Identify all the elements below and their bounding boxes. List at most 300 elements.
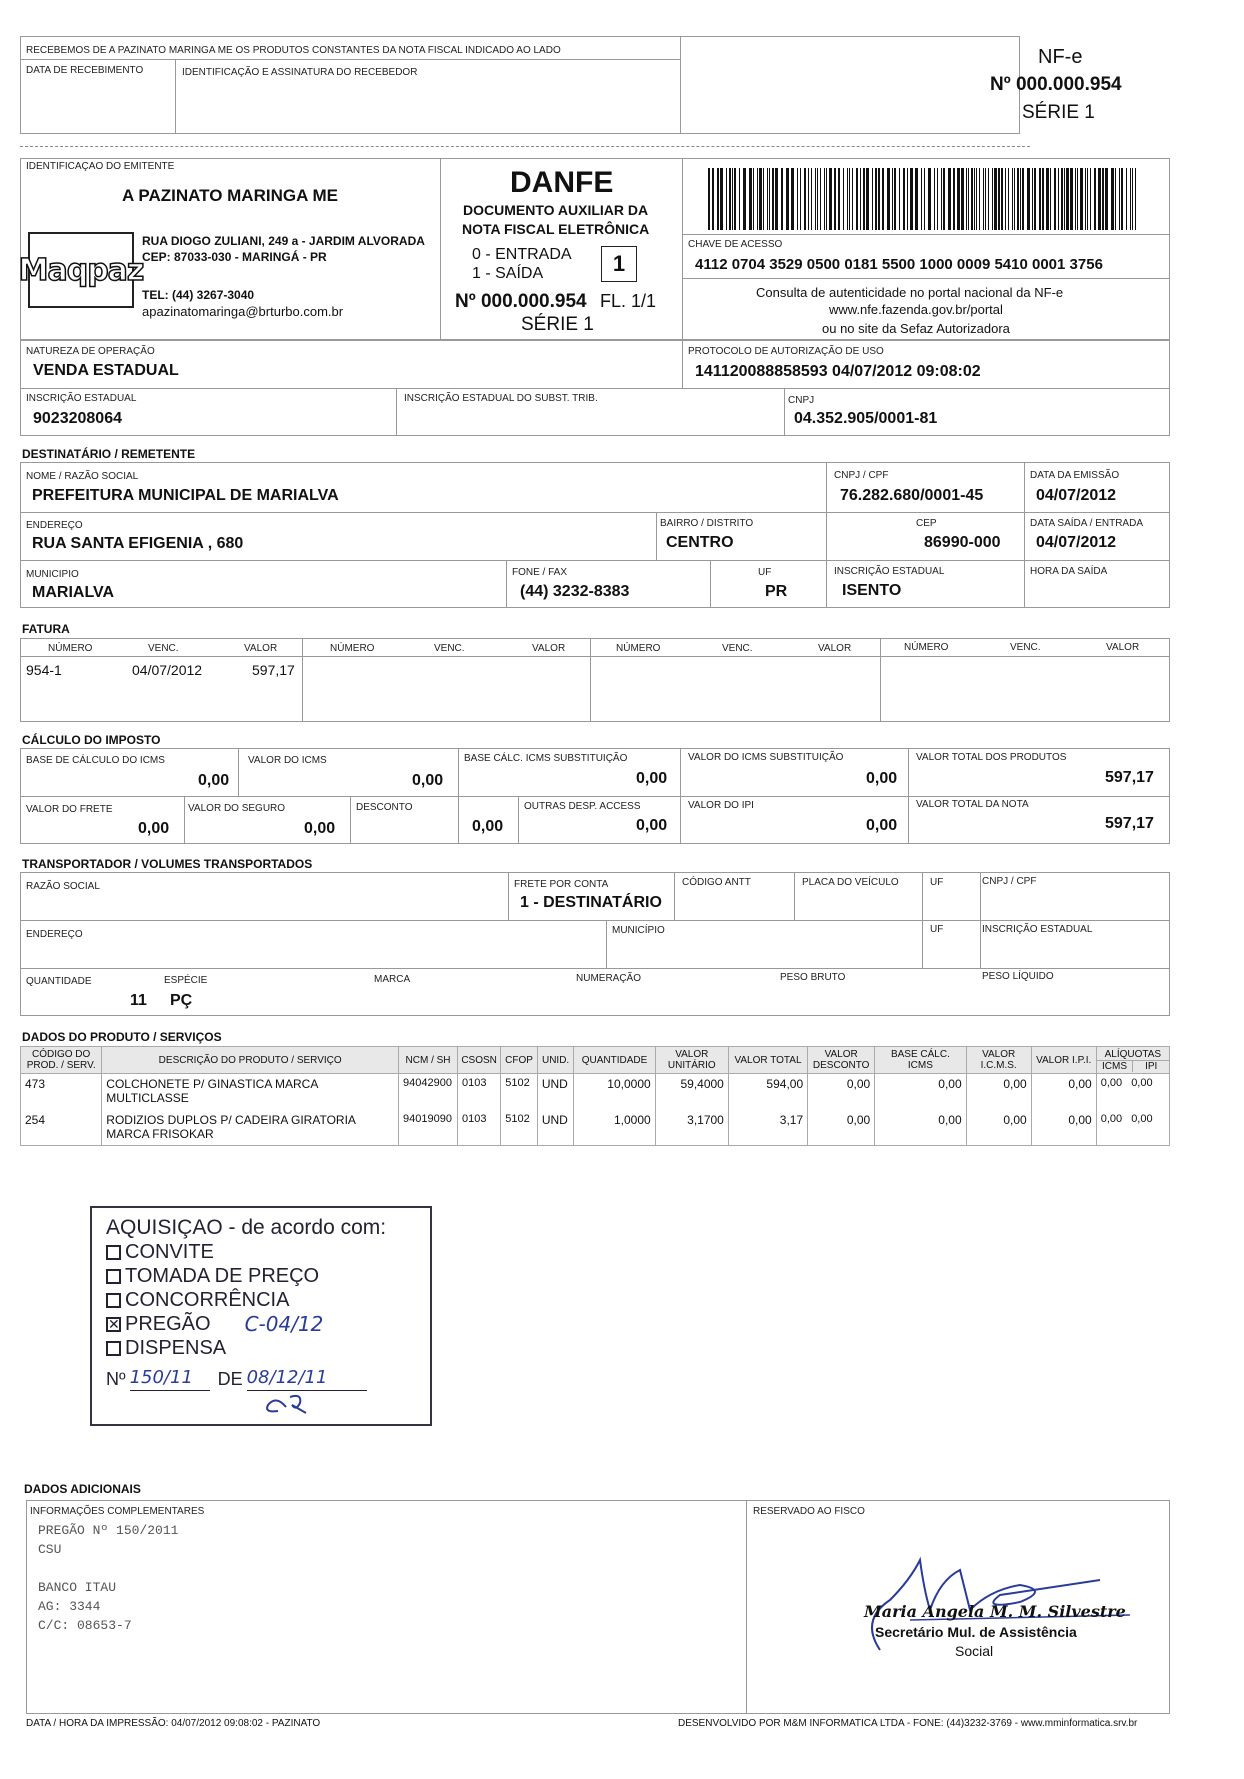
barcode-bar	[749, 168, 752, 230]
ipi-label: VALOR DO IPI	[688, 800, 754, 811]
invoice-venc: 04/07/2012	[132, 662, 203, 678]
base-icms-value: 0,00	[198, 772, 230, 789]
col-cfop: CFOP	[501, 1047, 538, 1074]
product-base: 0,00	[875, 1074, 966, 1110]
barcode-bar	[1008, 168, 1009, 230]
product-ipi: 0,00	[1031, 1110, 1096, 1146]
product-csosn: 0103	[457, 1074, 500, 1110]
stamp-title: AQUISIÇAO - de acordo com:	[106, 1216, 387, 1239]
barcode-bar	[1070, 168, 1073, 230]
barcode-bar	[863, 168, 865, 230]
transport-city-label: MUNICÍPIO	[612, 925, 665, 936]
signer-role: Secretário Mul. de Assistência	[875, 1624, 1077, 1640]
invoice-col-number: NÚMERO	[48, 643, 93, 654]
recipient-cep: 86990-000	[924, 534, 1001, 551]
aliquotas-label: ALÍQUOTAS	[1104, 1048, 1162, 1060]
barcode-bar	[1039, 168, 1041, 230]
col-csosn: CSOSN	[457, 1047, 500, 1074]
product-aliquotas	[1096, 1110, 1169, 1146]
stamp-pregao: PREGÃO	[125, 1313, 211, 1335]
gross-weight-label: PESO BRUTO	[780, 972, 846, 983]
barcode-bar	[1132, 168, 1133, 230]
species-label: ESPÉCIE	[164, 975, 208, 986]
col-qtd: QUANTIDADE	[574, 1047, 655, 1074]
product-aliq-icms: 0,00	[1100, 1077, 1123, 1089]
transport-ie-label: INSCRIÇÃO ESTADUAL	[982, 924, 1093, 935]
receipt-number: Nº 000.000.954	[990, 74, 1122, 95]
product-icms: 0,00	[966, 1074, 1031, 1110]
col-icms: VALOR I.C.M.S.	[966, 1047, 1031, 1074]
product-aliq-icms: 0,00	[1100, 1112, 1123, 1125]
stamp-de-label: DE	[217, 1368, 243, 1389]
ie-st-label: INSCRIÇÃO ESTADUAL DO SUBST. TRIB.	[404, 393, 598, 404]
products-section: DADOS DO PRODUTO / SERVIÇOS	[22, 1030, 222, 1044]
barcode-bar	[998, 168, 1000, 230]
transport-uf-label-2: UF	[930, 924, 944, 935]
recipient-name: PREFEITURA MUNICIPAL DE MARIALVA	[32, 487, 339, 504]
danfe-subtitle-2: NOTA FISCAL ELETRÔNICA	[462, 221, 650, 237]
barcode-bar	[1087, 168, 1088, 230]
col-unit: VALOR UNITÁRIO	[655, 1047, 728, 1074]
barcode-bar	[894, 168, 896, 230]
receipt-nfe-label: NF-e	[1038, 46, 1083, 68]
col-ncm: NCM / SH	[399, 1047, 458, 1074]
stamp-initials	[256, 1391, 336, 1417]
barcode-bar	[921, 168, 922, 230]
transport-uf-label: UF	[930, 877, 944, 888]
product-ncm: 94042900	[399, 1074, 458, 1110]
invoice-valor: 597,17	[252, 662, 295, 678]
species-value: PÇ	[170, 992, 193, 1009]
barcode-bar	[976, 168, 977, 230]
barcode-bar	[875, 168, 877, 230]
protocol-value: 141120088858593 04/07/2012 09:08:02	[695, 363, 981, 380]
invoice-col-number-3: NÚMERO	[616, 643, 661, 654]
danfe-series: SÉRIE 1	[521, 314, 594, 335]
exit-hour-label: HORA DA SAÍDA	[1030, 566, 1108, 577]
product-code: 254	[21, 1110, 102, 1146]
stamp-convite: CONVITE	[125, 1241, 214, 1263]
product-desc: COLCHONETE P/ GINASTICA MARCA MULTICLASSE	[102, 1074, 399, 1110]
recipient-cnpj-label: CNPJ / CPF	[834, 470, 889, 481]
receipt-text: RECEBEMOS DE A PAZINATO MARINGA ME OS PRODUTOS CONSTANTES DA NOTA FISCAL INDICADO AO LADO	[26, 45, 561, 56]
valor-st-value: 0,00	[866, 770, 898, 787]
ie-label: INSCRIÇÃO ESTADUAL	[26, 393, 137, 404]
ipi-value: 0,00	[866, 817, 898, 834]
barcode-bar	[1032, 168, 1033, 230]
product-ipi: 0,00	[1031, 1074, 1096, 1110]
signature-scribble	[820, 1540, 1140, 1660]
recipient-cnpj: 76.282.680/0001-45	[840, 487, 984, 504]
product-unid: UND	[537, 1110, 574, 1146]
other-expenses-value: 0,00	[636, 817, 668, 834]
emitter-phone: TEL: (44) 3267-3040	[142, 288, 255, 302]
product-icms: 0,00	[966, 1110, 1031, 1146]
barcode-bar	[717, 168, 719, 230]
barcode-bar	[928, 168, 931, 230]
freight-account-value: 1 - DESTINATÁRIO	[520, 894, 662, 911]
barcode-bar	[1001, 168, 1003, 230]
invoice-col-venc-2: VENC.	[434, 643, 465, 654]
col-total: VALOR TOTAL	[728, 1047, 807, 1074]
exit-date-label: DATA SAÍDA / ENTRADA	[1030, 518, 1143, 529]
barcode-bar	[1115, 168, 1116, 230]
recipient-phone-label: FONE / FAX	[512, 567, 568, 578]
barcode-bar	[1027, 168, 1030, 230]
total-invoice-value: 597,17	[1105, 815, 1154, 832]
barcode-bar	[804, 168, 806, 230]
barcode-bar	[1102, 168, 1104, 230]
col-desc: VALOR DESCONTO	[808, 1047, 875, 1074]
recipient-address-label: ENDEREÇO	[26, 520, 83, 531]
stamp-date-value: 08/12/11	[247, 1366, 367, 1391]
product-qtd: 1,0000	[574, 1110, 655, 1146]
numbering-label: NUMERAÇÃO	[576, 973, 642, 984]
barcode-bar	[767, 168, 768, 230]
danfe-type-box	[601, 246, 637, 282]
barcode-bar	[887, 168, 890, 230]
net-weight-label: PESO LÍQUIDO	[982, 971, 1054, 982]
barcode-bar	[860, 168, 861, 230]
valor-st-label: VALOR DO ICMS SUBSTITUIÇÃO	[688, 752, 844, 763]
barcode-bar	[786, 168, 789, 230]
barcode-bar	[994, 168, 997, 230]
danfe-title: DANFE	[510, 166, 614, 199]
freight-label: VALOR DO FRETE	[26, 804, 113, 815]
barcode-bar	[1042, 168, 1044, 230]
barcode-bar	[775, 168, 778, 230]
barcode-bar	[708, 168, 710, 230]
barcode-bar	[988, 168, 989, 230]
barcode-bar	[1094, 168, 1096, 230]
freight-account-label: FRETE POR CONTA	[514, 879, 609, 890]
emitter-name: A PAZINATO MARINGA ME	[122, 186, 338, 205]
table-row	[21, 1074, 1170, 1110]
checkbox-concorrencia	[106, 1293, 121, 1308]
barcode-bar	[781, 168, 783, 230]
barcode-bar	[1121, 168, 1123, 230]
barcode-bar	[1135, 168, 1136, 230]
transport-section: TRANSPORTADOR / VOLUMES TRANSPORTADOS	[22, 857, 313, 871]
barcode-bar	[817, 168, 818, 230]
brand-label: MARCA	[374, 974, 411, 985]
product-base: 0,00	[875, 1110, 966, 1146]
barcode-bar	[966, 168, 967, 230]
product-desc: RODIZIOS DUPLOS P/ CADEIRA GIRATORIA MARCA FRISOKAR	[102, 1110, 399, 1146]
barcode-bar	[829, 168, 832, 230]
barcode-bar	[915, 168, 918, 230]
transport-cnpj-label: CNPJ / CPF	[982, 876, 1037, 887]
stamp-no-value: 150/11	[130, 1366, 210, 1391]
product-cfop: 5102	[501, 1074, 538, 1110]
barcode-bar	[734, 168, 736, 230]
info-line-5: C/C: 08653-7	[38, 1618, 132, 1633]
danfe-page: FL. 1/1	[600, 291, 657, 311]
recipient-ie: ISENTO	[842, 582, 902, 599]
signer-name: Maria Angela M. M. Silvestre	[864, 1602, 1126, 1621]
emitter-cep: CEP: 87033-030 - MARINGÁ - PR	[142, 250, 327, 264]
barcode-bar	[1058, 168, 1059, 230]
barcode-bar	[1098, 168, 1101, 230]
barcode-bar	[907, 168, 908, 230]
stamp-tomada: TOMADA DE PREÇO	[125, 1265, 320, 1287]
additional-section: DADOS ADICIONAIS	[24, 1482, 141, 1496]
invoice-col-valor-3: VALOR	[818, 643, 852, 654]
district-label: BAIRRO / DISTRITO	[660, 518, 754, 529]
barcode-bar	[1061, 168, 1063, 230]
recipient-ie-label: INSCRIÇÃO ESTADUAL	[834, 566, 945, 577]
invoice-col-valor-4: VALOR	[1106, 642, 1140, 653]
base-st-value: 0,00	[636, 770, 668, 787]
consult-line-2: www.nfe.fazenda.gov.br/portal	[829, 302, 1003, 317]
product-code: 473	[21, 1074, 102, 1110]
product-unid: UND	[537, 1074, 574, 1110]
barcode-bar	[834, 168, 836, 230]
emitter-cnpj-label: CNPJ	[788, 395, 815, 406]
barcode-bar	[943, 168, 945, 230]
barcode-bar	[903, 168, 905, 230]
product-unit: 59,4000	[655, 1074, 728, 1110]
quantity-label: QUANTIDADE	[26, 976, 92, 987]
col-aliquotas	[1096, 1047, 1169, 1074]
barcode-bar	[1050, 168, 1051, 230]
invoice-col-valor: VALOR	[244, 643, 278, 654]
barcode-bar	[808, 168, 809, 230]
recipient-section: DESTINATÁRIO / REMETENTE	[22, 447, 196, 461]
product-aliq-ipi: 0,00	[1131, 1112, 1153, 1125]
danfe-type-value: 1	[612, 251, 626, 276]
barcode-bar	[739, 168, 740, 230]
barcode-bar	[763, 168, 764, 230]
barcode-bar	[753, 168, 754, 230]
barcode-bar	[948, 168, 951, 230]
barcode-bar	[971, 168, 973, 230]
invoice-col-number-4: NÚMERO	[904, 642, 949, 653]
emitter-address: RUA DIOGO ZULIANI, 249 a - JARDIM ALVORADA	[142, 234, 425, 248]
barcode-bar	[1085, 168, 1086, 230]
emission-value: 04/07/2012	[1036, 487, 1117, 504]
quantity-value: 11	[130, 992, 147, 1009]
barcode-bar	[743, 168, 746, 230]
barcode-bar	[815, 168, 816, 230]
print-time: DATA / HORA DA IMPRESSÃO: 04/07/2012 09:08:02 - PAZINATO	[26, 1718, 321, 1729]
barcode-bar	[961, 168, 964, 230]
table-row	[21, 1110, 1170, 1146]
emitter-section-label: IDENTIFICAÇAO DO EMITENTE	[26, 161, 175, 172]
product-discount: 0,00	[808, 1110, 875, 1146]
invoice-col-venc-4: VENC.	[1010, 642, 1041, 653]
stamp-dispensa: DISPENSA	[125, 1337, 227, 1359]
invoice-number: 954-1	[26, 662, 62, 678]
product-total: 594,00	[728, 1074, 807, 1110]
danfe-entrada: 0 - ENTRADA	[472, 246, 572, 263]
barcode-bar	[1130, 168, 1131, 230]
barcode-bar	[838, 168, 840, 230]
barcode-bar	[1012, 168, 1013, 230]
barcode-bar	[791, 168, 794, 230]
barcode-bar	[957, 168, 960, 230]
barcode-bar	[856, 168, 858, 230]
danfe-saida: 1 - SAÍDA	[472, 265, 544, 282]
stamp-handwritten-code: C-04/12	[244, 1312, 324, 1336]
transport-razao-label: RAZÃO SOCIAL	[26, 881, 100, 892]
barcode-bar	[992, 168, 993, 230]
barcode-bar	[826, 168, 827, 230]
other-expenses-label: OUTRAS DESP. ACCESS	[524, 801, 641, 812]
barcode-bar	[726, 168, 727, 230]
barcode-bar	[1046, 168, 1049, 230]
danfe-number: Nº 000.000.954	[455, 291, 587, 312]
insurance-value: 0,00	[304, 820, 336, 837]
signer-role-2: Social	[955, 1643, 994, 1659]
discount-value: 0,00	[472, 818, 504, 835]
barcode-bar	[974, 168, 975, 230]
products-table	[20, 1046, 1170, 1146]
access-key: 4112 0704 3529 0500 0181 5500 1000 0009 5410 0001 3756	[695, 256, 1103, 273]
barcode-bar	[849, 168, 850, 230]
aliq-icms-label: ICMS	[1097, 1061, 1134, 1072]
barcode-bar	[1014, 168, 1015, 230]
product-total: 3,17	[728, 1110, 807, 1146]
acquisition-stamp	[90, 1206, 432, 1426]
barcode-bar	[882, 168, 884, 230]
barcode-bar	[797, 168, 798, 230]
barcode-bar	[985, 168, 986, 230]
tax-section: CÁLCULO DO IMPOSTO	[22, 733, 161, 747]
stamp-concorrencia: CONCORRÊNCIA	[125, 1289, 290, 1311]
barcode-bar	[732, 168, 733, 230]
barcode-bar	[941, 168, 942, 230]
emission-label: DATA DA EMISSÃO	[1030, 470, 1120, 481]
barcode-bar	[800, 168, 801, 230]
barcode-bar	[729, 168, 731, 230]
recipient-uf-label: UF	[758, 567, 772, 578]
barcode-bar	[1005, 168, 1006, 230]
product-ncm: 94019090	[399, 1110, 458, 1146]
product-csosn: 0103	[457, 1110, 500, 1146]
barcode-bar	[824, 168, 825, 230]
barcode-bar	[1119, 168, 1120, 230]
developer-credit: DESENVOLVIDO POR M&M INFORMATICA LTDA - FONE: (44)3232-3769 - www.mminformatica.srv.br	[678, 1718, 1138, 1729]
barcode-bar	[1080, 168, 1083, 230]
product-aliq-ipi: 0,00	[1131, 1077, 1153, 1089]
col-base: BASE CÁLC. ICMS	[875, 1047, 966, 1074]
barcode-bar	[968, 168, 969, 230]
consult-line-3: ou no site da Sefaz Autorizadora	[822, 321, 1010, 336]
barcode-bar	[872, 168, 873, 230]
barcode-bar	[1064, 168, 1065, 230]
checkbox-tomada	[106, 1269, 121, 1284]
barcode-bar	[720, 168, 723, 230]
barcode-bar	[892, 168, 893, 230]
valor-icms-value: 0,00	[412, 772, 444, 789]
barcode-bar	[1077, 168, 1078, 230]
barcode-bar	[1075, 168, 1076, 230]
danfe-subtitle-1: DOCUMENTO AUXILIAR DA	[463, 202, 649, 218]
invoice-col-valor-2: VALOR	[532, 643, 566, 654]
invoice-col-number-2: NÚMERO	[330, 643, 375, 654]
barcode-bar	[983, 168, 984, 230]
nature-value: VENDA ESTADUAL	[33, 362, 179, 379]
checkbox-dispensa	[106, 1341, 121, 1356]
col-unid: UNID.	[537, 1047, 574, 1074]
receipt-date-label: DATA DE RECEBIMENTO	[26, 65, 144, 76]
barcode-bar	[772, 168, 774, 230]
barcode-bar	[1034, 168, 1036, 230]
barcode-bar	[1105, 168, 1108, 230]
recipient-uf: PR	[765, 583, 788, 600]
product-aliquotas	[1096, 1074, 1169, 1110]
discount-label: DESCONTO	[356, 802, 413, 813]
barcode-bar	[1111, 168, 1114, 230]
barcode-bar	[712, 168, 714, 230]
receipt-series: SÉRIE 1	[1022, 102, 1095, 123]
nature-label: NATUREZA DE OPERAÇÃO	[26, 346, 155, 357]
barcode-bar	[934, 168, 935, 230]
fisco-label: RESERVADO AO FISCO	[753, 1506, 865, 1517]
info-line-1: PREGÃO Nº 150/2011	[38, 1523, 179, 1538]
transport-address-label: ENDEREÇO	[26, 929, 83, 940]
consult-line-1: Consulta de autenticidade no portal nacional da NF-e	[756, 285, 1064, 300]
barcode-bar	[1022, 168, 1024, 230]
barcode-bar	[937, 168, 938, 230]
insurance-label: VALOR DO SEGURO	[188, 803, 286, 814]
city-label: MUNICIPIO	[26, 569, 79, 580]
barcode-bar	[910, 168, 913, 230]
recipient-address: RUA SANTA EFIGENIA , 680	[32, 535, 244, 552]
barcode-bar	[1126, 168, 1127, 230]
barcode-bar	[1020, 168, 1021, 230]
barcode-bar	[1090, 168, 1091, 230]
info-line-3: BANCO ITAU	[38, 1580, 117, 1595]
barcode-bar	[811, 168, 812, 230]
barcode	[708, 168, 1142, 230]
base-icms-label: BASE DE CÁLCULO DO ICMS	[26, 755, 165, 766]
protocol-label: PROTOCOLO DE AUTORIZAÇÃO DE USO	[688, 346, 884, 357]
barcode-bar	[1017, 168, 1019, 230]
product-cfop: 5102	[501, 1110, 538, 1146]
checkbox-convite	[106, 1245, 121, 1260]
exit-date-value: 04/07/2012	[1036, 534, 1117, 551]
col-codigo: CÓDIGO DO PROD. / SERV.	[21, 1047, 102, 1074]
access-key-label: CHAVE DE ACESSO	[688, 239, 783, 250]
freight-value: 0,00	[138, 820, 170, 837]
emitter-logo	[18, 232, 144, 308]
barcode-bar	[924, 168, 925, 230]
recipient-phone: (44) 3232-8383	[520, 583, 630, 600]
emitter-logo-text: Maqpaz	[18, 252, 144, 288]
aliq-ipi-label: IPI	[1145, 1060, 1158, 1072]
barcode-bar	[843, 168, 844, 230]
barcode-bar	[759, 168, 762, 230]
valor-icms-label: VALOR DO ICMS	[248, 755, 327, 766]
barcode-bar	[847, 168, 848, 230]
info-line-4: AG: 3344	[38, 1599, 101, 1614]
total-products-label: VALOR TOTAL DOS PRODUTOS	[916, 752, 1067, 763]
barcode-bar	[1054, 168, 1056, 230]
product-unit: 3,1700	[655, 1110, 728, 1146]
barcode-bar	[878, 168, 880, 230]
receipt-signature-label: IDENTIFICAÇÃO E ASSINATURA DO RECEBEDOR	[182, 67, 418, 78]
emitter-cnpj-value: 04.352.905/0001-81	[794, 410, 938, 427]
recipient-cep-label: CEP	[916, 518, 937, 529]
invoice-col-venc-3: VENC.	[722, 643, 753, 654]
base-st-label: BASE CÁLC. ICMS SUBSTITUIÇÃO	[464, 753, 628, 764]
antt-label: CÓDIGO ANTT	[682, 877, 751, 888]
stamp-no-prefix: Nº	[106, 1368, 126, 1389]
emitter-email: apazinatomaringa@brturbo.com.br	[142, 304, 344, 319]
col-descricao: DESCRIÇÃO DO PRODUTO / SERVIÇO	[102, 1047, 399, 1074]
